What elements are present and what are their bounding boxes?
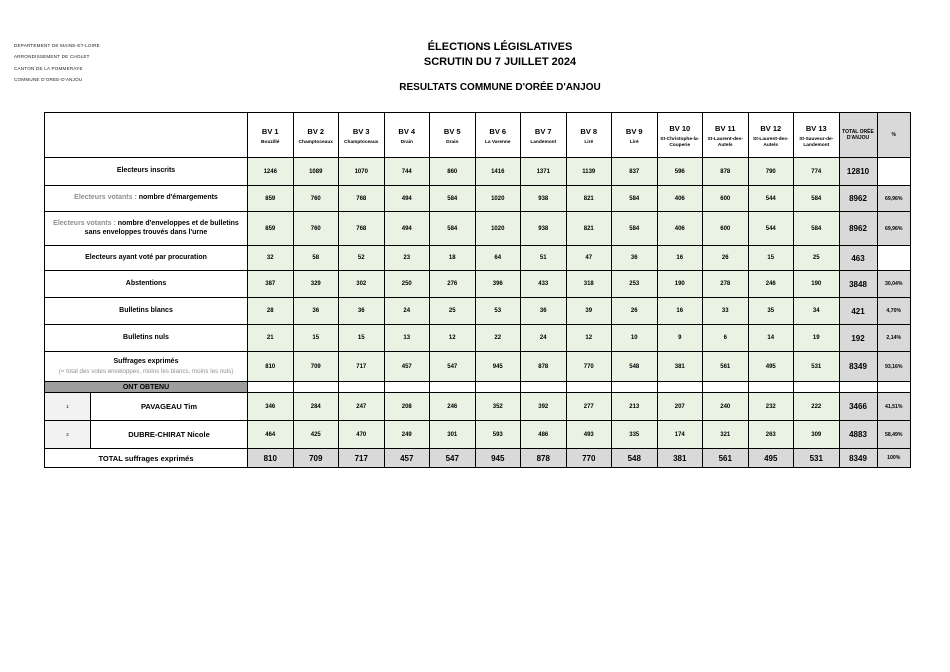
value-cell: 1371: [521, 158, 567, 186]
bv-code-label: BV 4: [398, 126, 416, 136]
bv-header-8: [566, 113, 612, 158]
value-cell: 493: [566, 421, 612, 449]
percent-column-header: %: [877, 113, 911, 158]
bv-commune-label: St-Christophe-la-Couperie: [660, 136, 700, 148]
value-cell: 12: [566, 325, 612, 352]
value-cell: 21: [248, 325, 294, 352]
value-cell: 810: [248, 352, 294, 382]
value-cell: 18: [430, 246, 476, 271]
empty-cell: [521, 382, 567, 393]
value-cell: 10: [612, 325, 658, 352]
total-row-value-cell: 878: [521, 449, 567, 468]
value-cell: 938: [521, 212, 567, 246]
value-cell: 760: [293, 186, 339, 212]
row-label: [45, 271, 248, 298]
bv-header-1: [248, 113, 294, 158]
value-cell: 392: [521, 393, 567, 421]
value-cell: 709: [293, 352, 339, 382]
results-table: [44, 112, 911, 468]
value-cell: 584: [794, 212, 840, 246]
value-cell: 860: [430, 158, 476, 186]
value-cell: 346: [248, 393, 294, 421]
bv-code-label: BV 1: [261, 126, 279, 136]
admin-line-departement: DEPARTEMENT DE MAINE-ET-LOIRE: [14, 43, 100, 48]
value-cell: 744: [384, 158, 430, 186]
candidate-name: PAVAGEAU Tim: [91, 393, 248, 421]
table-row: [45, 382, 911, 393]
value-cell: 250: [384, 271, 430, 298]
section-header-ont-obtenu: ONT OBTENU: [45, 382, 248, 393]
total-column-header: TOTAL ORÉE D'ANJOU: [839, 113, 877, 158]
value-cell: 1139: [566, 158, 612, 186]
total-row-value-cell: 561: [703, 449, 749, 468]
table-row: [45, 271, 911, 298]
empty-cell: [703, 382, 749, 393]
empty-cell: [612, 382, 658, 393]
table-row: [45, 212, 911, 246]
value-cell: 207: [657, 393, 703, 421]
value-cell: 213: [612, 393, 658, 421]
row-label-text: Suffrages exprimés: [113, 358, 179, 366]
value-cell: 53: [475, 298, 521, 325]
value-cell: 396: [475, 271, 521, 298]
bv-commune-label: Liré: [629, 139, 639, 145]
empty-cell: [384, 382, 430, 393]
value-cell: 596: [657, 158, 703, 186]
value-cell: 938: [521, 186, 567, 212]
value-cell: 253: [612, 271, 658, 298]
row-label-text: Electeurs ayant voté par procuration: [85, 253, 207, 261]
bv-header-11: [703, 113, 749, 158]
value-cell: 1020: [475, 186, 521, 212]
total-cell: 3848: [839, 271, 877, 298]
total-cell: 463: [839, 246, 877, 271]
value-cell: 36: [521, 298, 567, 325]
value-cell: 277: [566, 393, 612, 421]
value-cell: 837: [612, 158, 658, 186]
value-cell: 494: [384, 212, 430, 246]
table-row: [45, 449, 911, 468]
bv-commune-label: Liré: [584, 139, 594, 145]
table-header-row: [45, 113, 911, 158]
bv-commune-label: St-Sauveur-de-Landemont: [799, 136, 834, 148]
value-cell: 584: [794, 186, 840, 212]
value-cell: 433: [521, 271, 567, 298]
percent-cell: 100%: [877, 449, 911, 468]
value-cell: 406: [657, 186, 703, 212]
page-title: ÉLECTIONS LÉGISLATIVES: [427, 41, 573, 53]
value-cell: 457: [384, 352, 430, 382]
bv-commune-label: Bouzillé: [261, 139, 280, 145]
percent-cell: 69,96%: [877, 186, 911, 212]
value-cell: 321: [703, 421, 749, 449]
value-cell: 16: [657, 246, 703, 271]
value-cell: 47: [566, 246, 612, 271]
empty-cell: [430, 382, 476, 393]
value-cell: 544: [748, 212, 794, 246]
bv-code-label: BV 9: [625, 126, 643, 136]
percent-cell: 93,16%: [877, 352, 911, 382]
row-label: [45, 246, 248, 271]
value-cell: 19: [794, 325, 840, 352]
value-cell: 494: [384, 186, 430, 212]
total-row-value-cell: 547: [430, 449, 476, 468]
row-label-text: Bulletins blancs: [119, 306, 173, 314]
empty-cell: [794, 382, 840, 393]
value-cell: 24: [384, 298, 430, 325]
value-cell: 24: [521, 325, 567, 352]
blank-percent-cell: [877, 382, 911, 393]
value-cell: 33: [703, 298, 749, 325]
row-label-text: Abstentions: [125, 279, 167, 287]
value-cell: 531: [794, 352, 840, 382]
bv-header-3: [339, 113, 385, 158]
table-row: [45, 186, 911, 212]
value-cell: 190: [657, 271, 703, 298]
value-cell: 15: [748, 246, 794, 271]
value-cell: 52: [339, 246, 385, 271]
value-cell: 22: [475, 325, 521, 352]
total-cell: 8349: [839, 449, 877, 468]
value-cell: 28: [248, 298, 294, 325]
value-cell: 1089: [293, 158, 339, 186]
value-cell: 352: [475, 393, 521, 421]
value-cell: 584: [612, 212, 658, 246]
bv-header-10: [657, 113, 703, 158]
percent-cell: 58,49%: [877, 421, 911, 449]
value-cell: 64: [475, 246, 521, 271]
row-label: [45, 186, 248, 212]
value-cell: 878: [521, 352, 567, 382]
value-cell: 1020: [475, 212, 521, 246]
value-cell: 544: [748, 186, 794, 212]
total-row-value-cell: 457: [384, 449, 430, 468]
value-cell: 26: [612, 298, 658, 325]
total-cell: 8349: [839, 352, 877, 382]
value-cell: 301: [430, 421, 476, 449]
value-cell: 222: [794, 393, 840, 421]
value-cell: 16: [657, 298, 703, 325]
value-cell: 232: [748, 393, 794, 421]
total-cell: 421: [839, 298, 877, 325]
value-cell: 600: [703, 186, 749, 212]
value-cell: 36: [293, 298, 339, 325]
value-cell: 15: [293, 325, 339, 352]
value-cell: 425: [293, 421, 339, 449]
value-cell: 25: [430, 298, 476, 325]
bv-commune-label: Champtoceaux: [344, 139, 379, 145]
bv-code-label: BV 6: [489, 126, 507, 136]
row-label-text: nombre d'enveloppes et de bulletins sans enveloppes trouvés dans l'urne: [84, 220, 239, 236]
value-cell: 174: [657, 421, 703, 449]
percent-cell: 41,51%: [877, 393, 911, 421]
bv-commune-label: Drain: [446, 139, 459, 145]
title-block: [50, 40, 950, 93]
empty-cell: [657, 382, 703, 393]
total-cell: 12810: [839, 158, 877, 186]
value-cell: 35: [748, 298, 794, 325]
value-cell: 821: [566, 212, 612, 246]
percent-cell: 2,14%: [877, 325, 911, 352]
row-label-prefix: Electeurs votants :: [53, 220, 118, 227]
row-label-text: nombre d'émargements: [138, 194, 218, 202]
value-cell: 240: [703, 393, 749, 421]
value-cell: 381: [657, 352, 703, 382]
bv-header-4: [384, 113, 430, 158]
value-cell: 1416: [475, 158, 521, 186]
table-row: [45, 421, 911, 449]
value-cell: 387: [248, 271, 294, 298]
bv-commune-label: St-Laurent-des-Autels: [753, 136, 789, 148]
bv-code-label: BV 3: [352, 126, 370, 136]
value-cell: 717: [339, 352, 385, 382]
total-cell: 8962: [839, 212, 877, 246]
value-cell: 34: [794, 298, 840, 325]
value-cell: 878: [703, 158, 749, 186]
value-cell: 284: [293, 393, 339, 421]
admin-line-arrondissement: ARRONDISSEMENT DE CHOLET: [14, 54, 90, 60]
value-cell: 495: [748, 352, 794, 382]
value-cell: 335: [612, 421, 658, 449]
percent-cell: 4,70%: [877, 298, 911, 325]
total-row-value-cell: 709: [293, 449, 339, 468]
value-cell: 246: [748, 271, 794, 298]
bv-commune-label: Drain: [400, 139, 413, 145]
value-cell: 58: [293, 246, 339, 271]
value-cell: 39: [566, 298, 612, 325]
bv-code-label: BV 10: [669, 123, 691, 133]
value-cell: 584: [430, 212, 476, 246]
bv-commune-label: Champtoceaux: [298, 139, 333, 145]
row-label: [45, 298, 248, 325]
value-cell: 249: [384, 421, 430, 449]
value-cell: 26: [703, 246, 749, 271]
value-cell: 309: [794, 421, 840, 449]
value-cell: 329: [293, 271, 339, 298]
value-cell: 945: [475, 352, 521, 382]
bv-header-7: [521, 113, 567, 158]
value-cell: 302: [339, 271, 385, 298]
total-cell: 3466: [839, 393, 877, 421]
value-cell: 548: [612, 352, 658, 382]
candidate-number: 2: [45, 421, 91, 449]
table-row: [45, 325, 911, 352]
value-cell: 768: [339, 186, 385, 212]
empty-cell: [475, 382, 521, 393]
row-label: [45, 212, 248, 246]
table-row: [45, 246, 911, 271]
bv-code-label: BV 5: [443, 126, 461, 136]
value-cell: 190: [794, 271, 840, 298]
bv-commune-label: La Varenne: [484, 139, 511, 145]
value-cell: 774: [794, 158, 840, 186]
bv-header-6: [475, 113, 521, 158]
bv-code-label: BV 12: [760, 123, 782, 133]
total-row-value-cell: 810: [248, 449, 294, 468]
table-row: [45, 298, 911, 325]
total-row-value-cell: 717: [339, 449, 385, 468]
value-cell: 486: [521, 421, 567, 449]
total-cell: 8962: [839, 186, 877, 212]
value-cell: 208: [384, 393, 430, 421]
bv-header-2: [293, 113, 339, 158]
total-row-label: TOTAL suffrages exprimés: [45, 449, 248, 468]
row-label-text: Electeurs inscrits: [116, 167, 176, 175]
bv-commune-label: Landemont: [530, 139, 557, 145]
row-label-subtext: (= total des votes enveloppes, moins les blancs, moins les nuls): [58, 367, 234, 375]
empty-cell: [748, 382, 794, 393]
value-cell: 1070: [339, 158, 385, 186]
value-cell: 9: [657, 325, 703, 352]
value-cell: 760: [293, 212, 339, 246]
value-cell: 593: [475, 421, 521, 449]
value-cell: 6: [703, 325, 749, 352]
value-cell: 278: [703, 271, 749, 298]
value-cell: 821: [566, 186, 612, 212]
value-cell: 15: [339, 325, 385, 352]
percent-cell: 69,96%: [877, 212, 911, 246]
value-cell: 470: [339, 421, 385, 449]
total-row-value-cell: 770: [566, 449, 612, 468]
page-subtitle: RESULTATS COMMUNE D'ORÉE D'ANJOU: [399, 82, 601, 93]
row-label: [45, 325, 248, 352]
candidate-name: DUBRE-CHIRAT Nicole: [91, 421, 248, 449]
table-row: [45, 352, 911, 382]
value-cell: 859: [248, 212, 294, 246]
empty-cell: [293, 382, 339, 393]
bv-code-label: BV 11: [715, 123, 736, 133]
table-row: [45, 393, 911, 421]
value-cell: 25: [794, 246, 840, 271]
value-cell: 406: [657, 212, 703, 246]
bv-code-label: BV 13: [805, 123, 827, 133]
empty-cell: [248, 382, 294, 393]
value-cell: 12: [430, 325, 476, 352]
bv-header-12: [748, 113, 794, 158]
value-cell: 318: [566, 271, 612, 298]
value-cell: 36: [339, 298, 385, 325]
blank-percent-cell: [877, 246, 911, 271]
value-cell: 859: [248, 186, 294, 212]
total-row-value-cell: 381: [657, 449, 703, 468]
table-row: [45, 158, 911, 186]
bv-header-13: [794, 113, 840, 158]
bv-code-label: BV 7: [534, 126, 552, 136]
corner-cell: [45, 113, 248, 158]
value-cell: 600: [703, 212, 749, 246]
bv-header-5: [430, 113, 476, 158]
empty-total-cell: [839, 382, 877, 393]
value-cell: 36: [612, 246, 658, 271]
row-label-text: Bulletins nuls: [123, 333, 169, 341]
value-cell: 276: [430, 271, 476, 298]
value-cell: 246: [430, 393, 476, 421]
value-cell: 584: [430, 186, 476, 212]
value-cell: 561: [703, 352, 749, 382]
empty-cell: [566, 382, 612, 393]
admin-line-canton: CANTON DE LA POMMERAYE: [14, 65, 83, 71]
page-title-date: SCRUTIN DU 7 JUILLET 2024: [423, 55, 577, 68]
blank-percent-cell: [877, 158, 911, 186]
value-cell: 464: [248, 421, 294, 449]
bv-header-9: [612, 113, 658, 158]
value-cell: 1246: [248, 158, 294, 186]
total-row-value-cell: 945: [475, 449, 521, 468]
total-row-value-cell: 495: [748, 449, 794, 468]
value-cell: 790: [748, 158, 794, 186]
admin-line-commune: COMMUNE D'OREE-D'ANJOU: [14, 77, 83, 83]
value-cell: 13: [384, 325, 430, 352]
value-cell: 263: [748, 421, 794, 449]
row-label: [45, 352, 248, 382]
value-cell: 547: [430, 352, 476, 382]
candidate-number: 1: [45, 393, 91, 421]
row-label: [45, 158, 248, 186]
value-cell: 768: [339, 212, 385, 246]
bv-code-label: BV 8: [580, 126, 598, 136]
total-cell: 4883: [839, 421, 877, 449]
value-cell: 14: [748, 325, 794, 352]
bv-commune-label: St-Laurent-des-Autels: [707, 136, 743, 148]
value-cell: 23: [384, 246, 430, 271]
value-cell: 584: [612, 186, 658, 212]
value-cell: 247: [339, 393, 385, 421]
total-cell: 192: [839, 325, 877, 352]
value-cell: 51: [521, 246, 567, 271]
bv-code-label: BV 2: [307, 126, 325, 136]
total-row-value-cell: 548: [612, 449, 658, 468]
row-label-prefix: Electeurs votants :: [74, 194, 139, 202]
total-row-value-cell: 531: [794, 449, 840, 468]
percent-cell: 30,04%: [877, 271, 911, 298]
value-cell: 770: [566, 352, 612, 382]
value-cell: 32: [248, 246, 294, 271]
empty-cell: [339, 382, 385, 393]
